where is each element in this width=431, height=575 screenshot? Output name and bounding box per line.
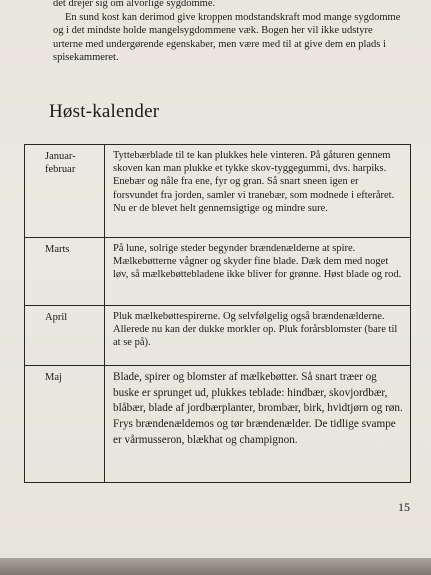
intro-paragraph: En sund kost kan derimod give kroppen modstandskraft mod mange sygdomme og i det mindste holde mangelsygdommene væk. Bogen her vil ikke udstyre urterne med undergørende egenskaber, men være med til at give dem en plads i spisekammeret. xyxy=(53,11,401,64)
section-heading: Høst-kalender xyxy=(49,101,160,122)
page-edge xyxy=(0,558,431,575)
calendar-row xyxy=(25,366,411,483)
month-cell: Januar-februar xyxy=(25,145,105,238)
activity-cell: Blade, spirer og blomster af mælkebøtter. Så snart træer og buske er sprunget ud, plukkes teblade: hindbær, skovjordbær, blåbær, blade af jordbærplanter, brombær, birk, hvidtjørn og røn. Frys brændenældemos og tør brændenælder. De tidlige svampe er vårmusseron, blækhat og champignon. xyxy=(105,366,411,483)
intro-line: det drejer sig om alvorlige sygdomme. xyxy=(53,0,216,9)
month-cell: Marts xyxy=(25,238,105,306)
month-cell: Maj xyxy=(25,366,105,483)
calendar-row xyxy=(25,306,411,366)
calendar-row xyxy=(25,238,411,306)
month-cell: April xyxy=(25,306,105,366)
page-number: 15 xyxy=(398,500,410,514)
activity-cell: Pluk mælkebøttespirerne. Og selvfølgelig også brændenælderne. Allerede nu kan der dukke morkler op. Pluk forårsblomster (bare til at se på). xyxy=(105,306,411,366)
harvest-calendar-table xyxy=(24,144,411,483)
intro-text xyxy=(53,0,403,65)
activity-cell: På lune, solrige steder begynder brændenælderne at spire. Mælkebøtterne vågner og skyder fine blade. Dæk dem med noget løv, så mælkebøttebladene ikke bliver for grønne. Høst blade og rod. xyxy=(105,238,411,306)
activity-cell: Tyttebærblade til te kan plukkes hele vinteren. På gåturen gennem skoven kan man plukke et tykke skov-tyggegummi, dvs. harpiks. Enebær og nåle fra ene, fyr og gran. Så snart sneen igen er forsvundet fra jorden, samler vi tranebær, som modnede i efteråret. Nu er de blevet helt gennemsigtige og mindre sure. xyxy=(105,145,411,238)
calendar-row xyxy=(25,145,411,238)
